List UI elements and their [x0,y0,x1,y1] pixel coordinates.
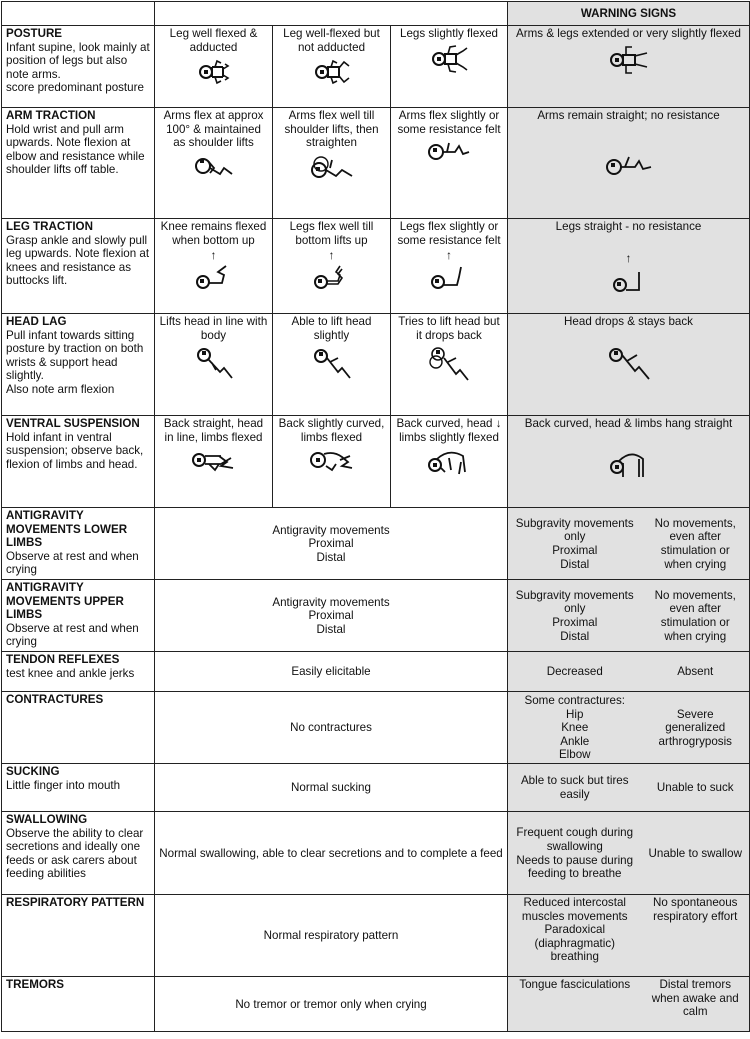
item-cell [2,652,155,692]
item-cell [2,692,155,764]
table-row [2,219,750,314]
head-lag-stays-back-figure [607,345,651,381]
score-text: Back slightly curved, limbs flexed [278,417,385,444]
warning-cell-mild: Reduced intercostal muscles movements Paradoxical (diaphragmatic) breathing [508,895,642,977]
infant-supine-extended-figure [609,45,649,75]
score-text: Leg well-flexed but not adducted [283,27,380,54]
table-row [2,580,750,652]
warning-cell-mild: Decreased [508,652,642,692]
normal-cell: Antigravity movements Proximal Distal [155,508,508,580]
arm-traction-slight-figure [427,140,471,162]
item-title: VENTRAL SUSPENSION [6,417,140,430]
item-title: SWALLOWING [6,813,88,826]
item-cell [2,508,155,580]
table-row [2,108,750,219]
score-text: Back straight, head in line, limbs flexed [163,417,264,444]
score-text: Knee remains flexed when bottom up [160,220,267,247]
item-cell [2,26,155,108]
ventral-slightly-curved-figure [308,448,356,472]
ventral-hanging-figure [607,449,651,479]
table-row [2,764,750,812]
infant-supine-flexed-adducted-figure [197,58,231,86]
warning-cell-severe: Unable to swallow [642,812,750,895]
infant-supine-slightly-flexed-figure [430,45,468,73]
up-arrow-icon: ↑ [625,250,632,265]
arm-traction-straight-figure [605,155,653,177]
score-text: Tries to lift head but it drops back [398,315,500,342]
item-cell [2,580,155,652]
score-cell [273,108,391,219]
item-title: POSTURE [6,27,63,40]
score-text: Legs flex well till bottom lifts up [289,220,374,247]
item-title: SUCKING [6,765,60,778]
normal-cell: Easily elicitable [155,652,508,692]
up-arrow-icon: ↑ [328,248,335,263]
item-description: Observe the ability to clear secretions and ideally one feeds or ask carers about feeding abilities [6,826,144,881]
head-lag-drops-figure [428,346,470,382]
warning-signs-header: WARNING SIGNS [508,2,750,26]
item-title: TENDON REFLEXES [6,653,120,666]
item-title: ANTIGRAVITY MOVEMENTS UPPER LIMBS [6,581,124,622]
score-text: Leg well flexed & adducted [169,27,258,54]
score-cell [155,108,273,219]
item-description: Infant supine, look mainly at position of legs but also note arms. score predominant posture [6,40,150,95]
ventral-curved-figure [425,448,473,476]
item-title: LEG TRACTION [6,220,93,233]
warning-text: Back curved, head & limbs hang straight [524,417,733,430]
item-description: Hold wrist and pull arm upwards. Note flexion at elbow and resistance while shoulder lifts off table. [6,122,145,177]
score-cell [391,108,508,219]
item-cell [2,416,155,508]
infant-supine-flexed-figure [313,58,351,86]
table-row [2,812,750,895]
score-cell [391,26,508,108]
warning-cell-mild: Subgravity movements only Proximal Distal [508,508,642,580]
item-cell [2,314,155,416]
warning-cell-severe: No movements, even after stimulation or when crying [642,508,750,580]
warning-cell-severe: No spontaneous respiratory effort [642,895,750,977]
item-cell [2,219,155,314]
score-cell [391,416,508,508]
leg-traction-slight-figure [429,265,469,291]
warning-cell-severe: Severe generalized arthrogryposis [642,692,750,764]
table-row [2,416,750,508]
score-text: Legs slightly flexed [400,27,498,40]
item-title: TREMORS [6,978,64,991]
table-row [2,692,750,764]
score-text: Arms flex slightly or some resistance felt [397,109,501,136]
assessment-table [1,1,750,1032]
score-cell [273,26,391,108]
item-description: Hold infant in ventral suspension; observe back, flexion of limbs and head. [6,430,144,471]
score-cell [273,219,391,314]
table-row [2,977,750,1032]
item-title: ANTIGRAVITY MOVEMENTS LOWER LIMBS [6,509,128,550]
warning-cell-severe: No movements, even after stimulation or when crying [642,580,750,652]
table-row [2,314,750,416]
warning-cell-mild: Able to suck but tires easily [508,764,642,812]
normal-cell: Normal sucking [155,764,508,812]
warning-text: Legs straight - no resistance [555,220,702,233]
item-title: RESPIRATORY PATTERN [6,896,145,909]
item-description: Grasp ankle and slowly pull leg upwards. Note flexion at knees and resistance as buttocks lift. [6,233,150,288]
item-title: ARM TRACTION [6,109,96,122]
head-lag-in-line-figure [194,346,234,380]
up-arrow-icon: ↑ [446,248,452,263]
warning-cell-mild: Some contractures: Hip Knee Ankle Elbow [508,692,642,764]
table-row [2,652,750,692]
score-cell [155,219,273,314]
item-cell [2,895,155,977]
warning-cell [508,219,750,314]
normal-cell: No contractures [155,692,508,764]
ventral-straight-figure [191,448,237,472]
score-text: Back curved, head ↓ limbs slightly flexed [396,417,502,444]
score-text: Able to lift head slightly [291,315,372,342]
warning-cell-severe: Distal tremors when awake and calm [642,977,750,1032]
warning-cell-mild: Frequent cough during swallowing Needs to pause during feeding to breathe [508,812,642,895]
warning-text: Arms & legs extended or very slightly flexed [516,27,741,40]
normal-cell: Normal respiratory pattern [155,895,508,977]
normal-cell: Normal swallowing, able to clear secretions and to complete a feed [155,812,508,895]
score-text: Legs flex slightly or some resistance felt [397,220,501,247]
up-arrow-icon: ↑ [210,248,217,263]
score-cell [155,416,273,508]
score-text: Lifts head in line with body [159,315,268,342]
warning-cell [508,26,750,108]
score-text: Arms flex at approx 100° & maintained as shoulder lifts [163,109,264,150]
item-description: Little finger into mouth [6,778,121,792]
item-description: Pull infant towards sitting posture by traction on both wrists & support head slightly. Also note arm flexion [6,328,144,396]
header-cell-item [2,2,155,26]
score-cell [155,314,273,416]
warning-text: Arms remain straight; no resistance [537,109,720,122]
item-cell [2,764,155,812]
normal-cell: No tremor or tremor only when crying [155,977,508,1032]
warning-text: Head drops & stays back [564,315,693,328]
leg-traction-flexed-figure [194,265,234,291]
warning-cell-severe: Absent [642,652,750,692]
warning-cell [508,314,750,416]
warning-cell-mild: Subgravity movements only Proximal Distal [508,580,642,652]
table-row [2,895,750,977]
item-description: Observe at rest and when crying [6,621,139,649]
leg-traction-flex-well-figure [312,265,352,291]
item-cell [2,812,155,895]
item-cell [2,977,155,1032]
arm-traction-flexed-figure [194,154,234,178]
leg-traction-straight-figure [611,268,647,294]
score-text: Arms flex well till shoulder lifts, then straighten [284,109,379,150]
item-description: test knee and ankle jerks [6,666,135,680]
item-title: CONTRACTURES [6,693,104,706]
head-lag-slight-figure [312,346,352,380]
item-title: HEAD LAG [6,315,67,328]
warning-cell [508,108,750,219]
warning-cell [508,416,750,508]
score-cell [391,219,508,314]
table-row [2,508,750,580]
header-cell-normal [155,2,508,26]
score-cell [273,314,391,416]
warning-cell-mild: Tongue fasciculations [508,977,642,1032]
score-cell [273,416,391,508]
score-cell [155,26,273,108]
header-row [2,2,750,26]
item-description: Observe at rest and when crying [6,549,139,577]
score-cell [391,314,508,416]
table-row [2,26,750,108]
normal-cell: Antigravity movements Proximal Distal [155,580,508,652]
warning-cell-severe: Unable to suck [642,764,750,812]
arm-traction-partial-figure [310,154,354,180]
item-cell [2,108,155,219]
